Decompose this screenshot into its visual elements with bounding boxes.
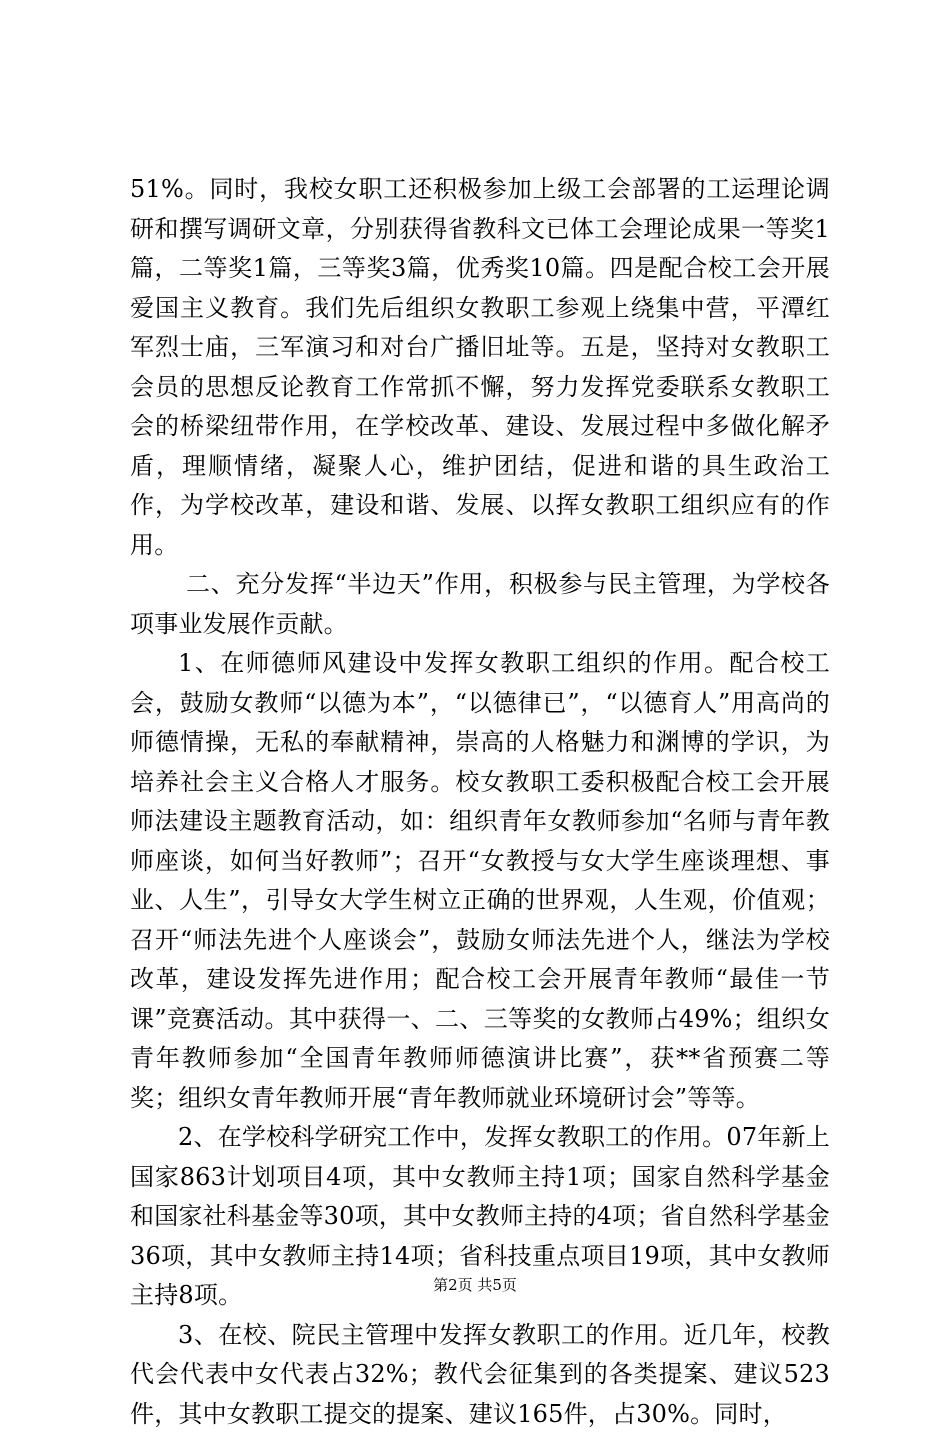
page-number: 第2页 共5页	[433, 1276, 517, 1294]
body-text	[130, 170, 830, 1434]
paragraph-item-1: 1、在师德师风建设中发挥女教职工组织的作用。配合校工会，鼓励女教师“以德为本”，“以德律已”，“以德育人”用高尚的师德情操，无私的奉献精神，崇高的人格魅力和渊博的学识，为培养社会主义合格人才服务。校女教职工委积极配合校工会开展师法建设主题教育活动，如：组织青年女教师参加“名师与青年教师座谈，如何当好教师”；召开“女教授与女大学生座谈理想、事业、人生”，引导女大学生树立正确的世界观，人生观，价值观；召开“师法先进个人座谈会”，鼓励女师法先进个人，继法为学校改革，建设发挥先进作用；配合校工会开展青年教师“最佳一节课”竞赛活动。其中获得一、二、三等奖的女教师占49%；组织女青年教师参加“全国青年教师师德演讲比赛”，获**省预赛二等奖；组织女青年教师开展“青年教师就业环境研讨会”等等。	[130, 644, 830, 1118]
paragraph-item-2: 2、在学校科学研究工作中，发挥女教职工的作用。07年新上国家863计划项目4项，其中女教师主持1项；国家自然科学基金和国家社科基金等30项，其中女教师主持的4项；省自然科学基金36项，其中女教师主持14项；省科技重点项目19项，其中女教师主持8项。	[130, 1118, 830, 1316]
page-footer	[0, 1274, 950, 1295]
paragraph-item-3: 3、在校、院民主管理中发挥女教职工的作用。近几年，校教代会代表中女代表占32%；教代会征集到的各类提案、建议523件，其中女教职工提交的提案、建议165件，占30%。同时，	[130, 1316, 830, 1434]
paragraph-section-heading: 二、充分发挥“半边天”作用，积极参与民主管理，为学校各项事业发展作贡献。	[130, 565, 830, 644]
paragraph-continuation: 51%。同时，我校女职工还积极参加上级工会部署的工运理论调研和撰写调研文章，分别获得省教科文已体工会理论成果一等奖1篇，二等奖1篇，三等奖3篇，优秀奖10篇。四是配合校工会开展爱国主义教育。我们先后组织女教职工参观上绕集中营，平潭红军烈士庙，三军演习和对台广播旧址等。五是，坚持对女教职工会员的思想反论教育工作常抓不懈，努力发挥党委联系女教职工会的桥梁纽带作用，在学校改革、建设、发展过程中多做化解矛盾，理顺情绪，凝聚人心，维护团结，促进和谐的具生政治工作，为学校改革，建设和谐、发展、以挥女教职工组织应有的作用。	[130, 170, 830, 565]
